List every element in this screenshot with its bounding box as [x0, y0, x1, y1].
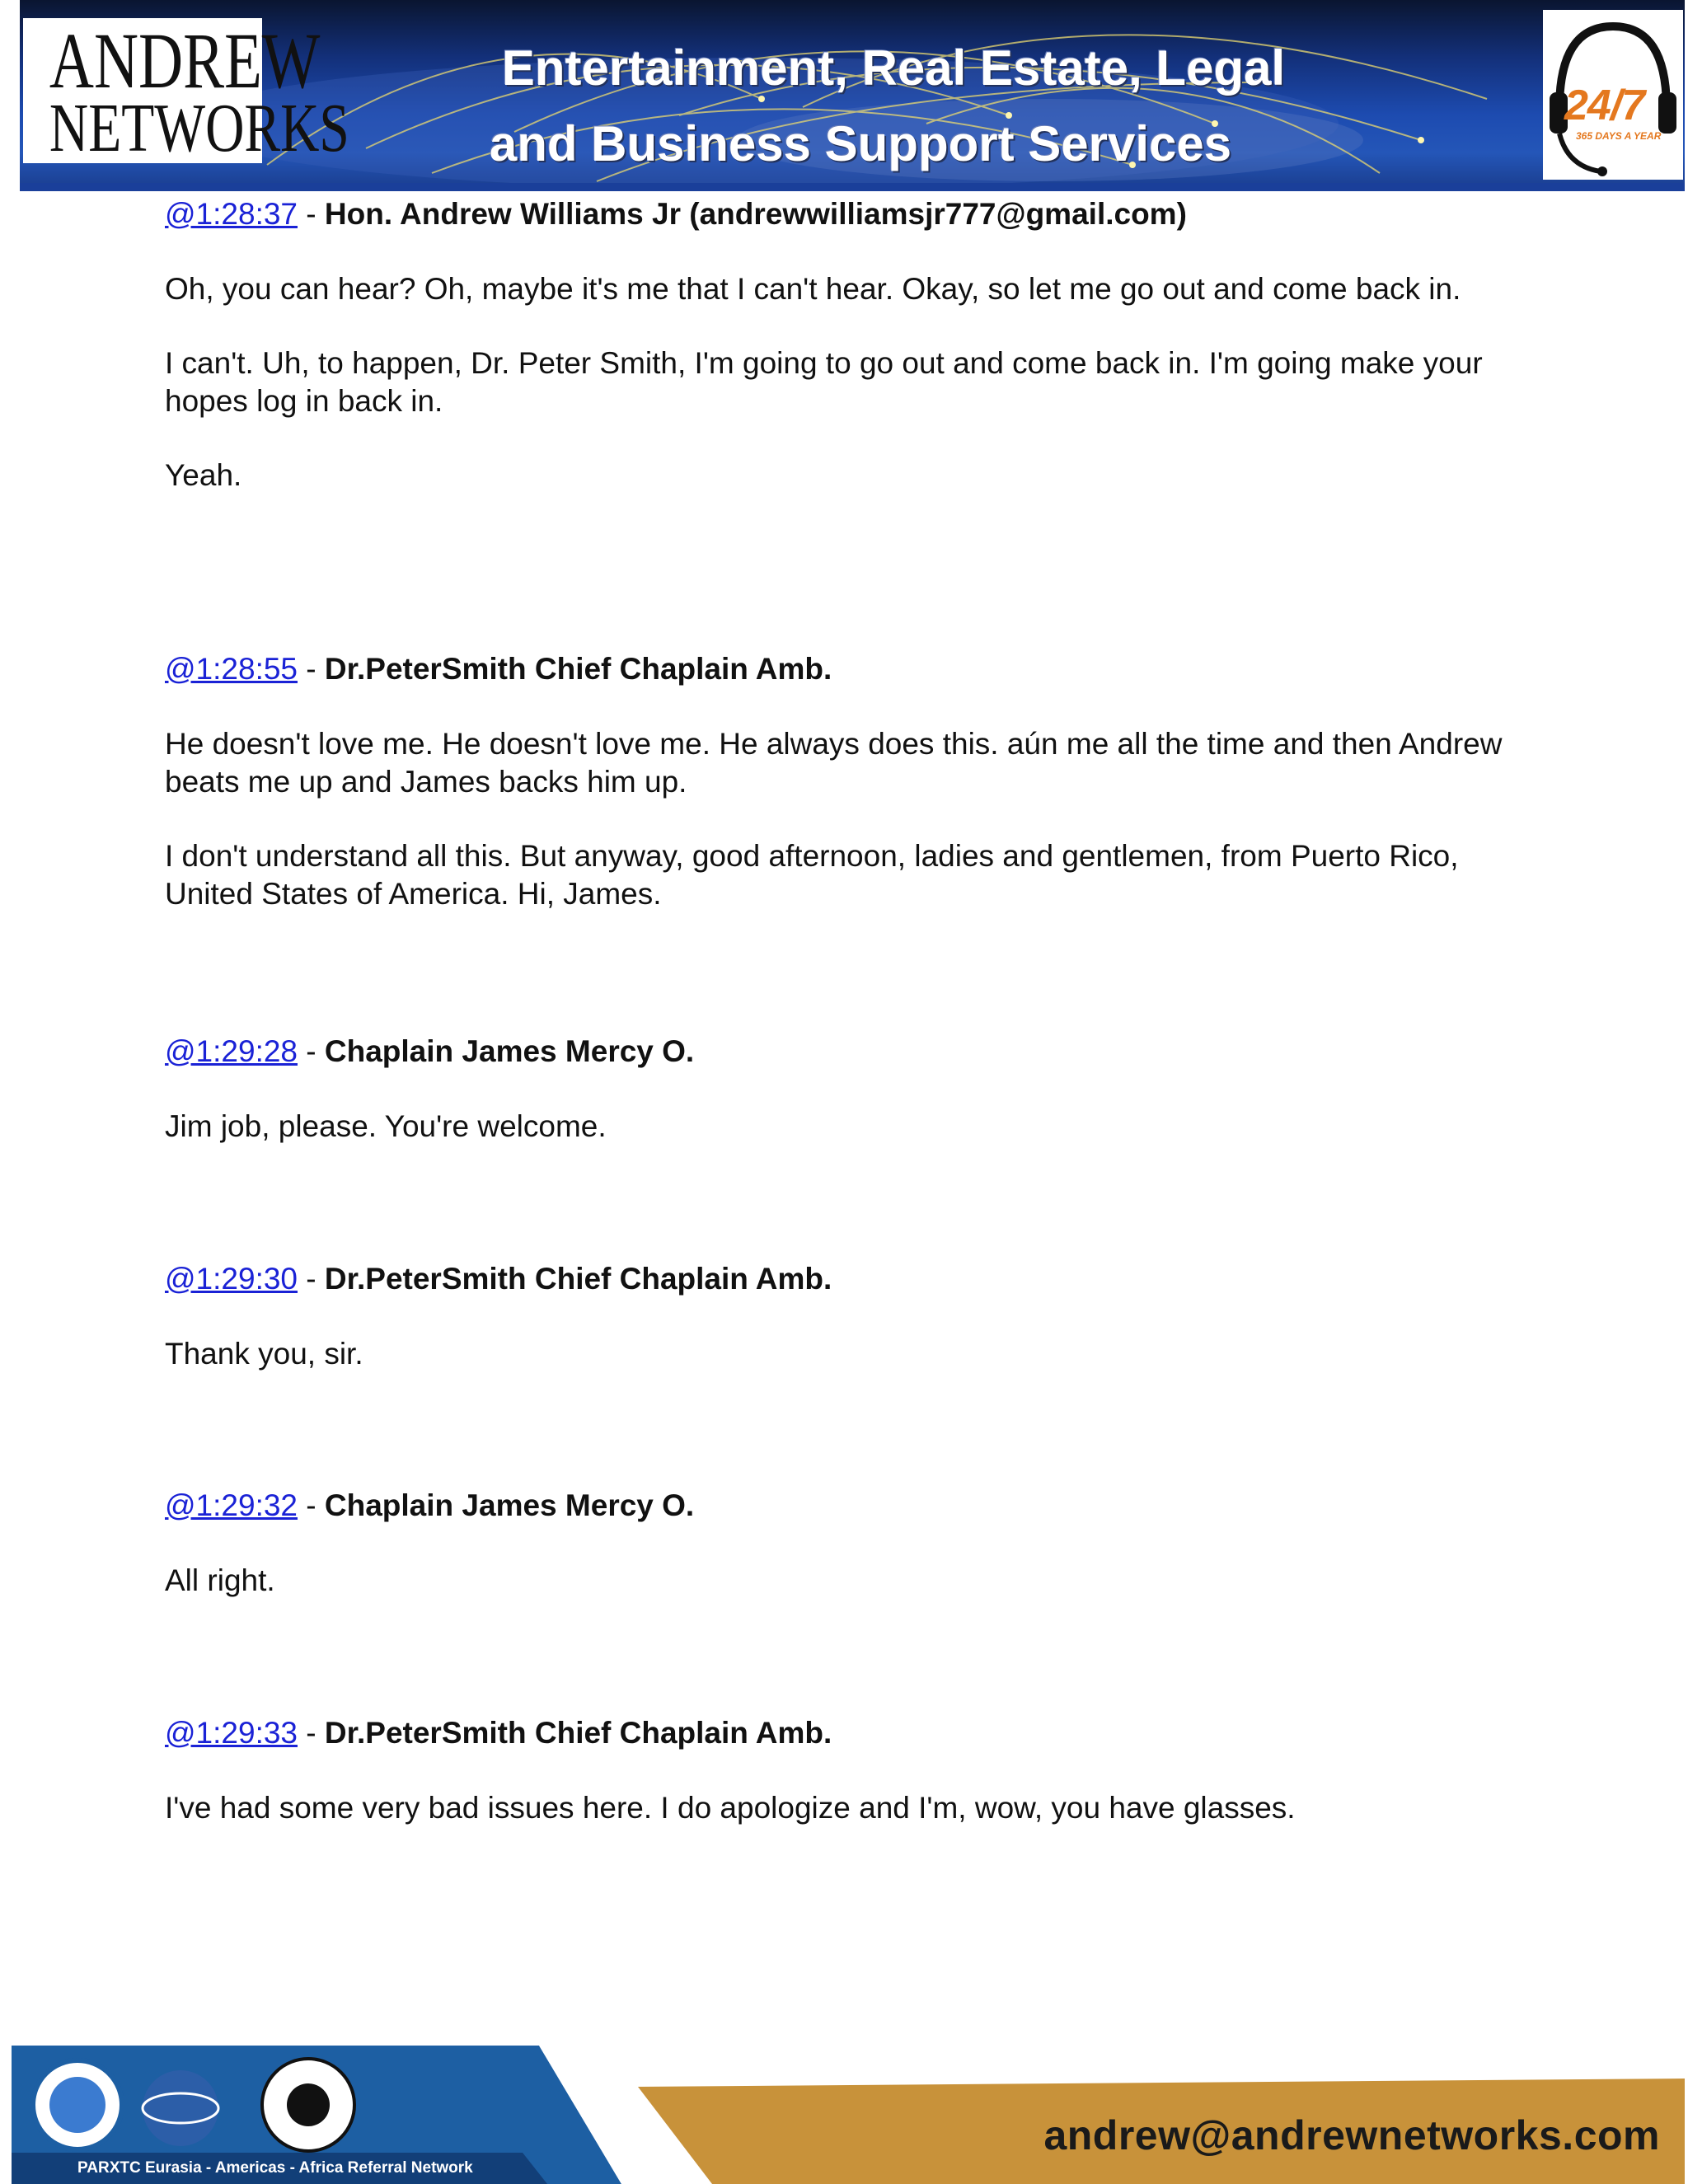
speaker-name: Chaplain James Mercy O. — [324, 1034, 695, 1068]
entry-header — [165, 649, 1550, 689]
speaker-name: Dr.PeterSmith Chief Chaplain Amb. — [324, 1716, 832, 1750]
utterance-paragraph: I've had some very bad issues here. I do apologize and I'm, wow, you have glasses. — [165, 1791, 1296, 1825]
utterance-paragraph: Jim job, please. You're welcome. — [165, 1109, 607, 1143]
transcript-entry — [165, 1713, 1550, 1827]
footer-caption: PARXTC Eurasia - Americas - Africa Referral Network — [77, 2159, 473, 2177]
support-24-7-badge — [1543, 10, 1683, 180]
footer-banner — [12, 2046, 1685, 2184]
footer-email: andrew@andrewnetworks.com — [1043, 2112, 1660, 2158]
separator: - — [298, 1488, 325, 1522]
separator: - — [298, 652, 325, 686]
transcript-entry — [165, 1259, 1550, 1373]
entry-header — [165, 194, 1550, 234]
separator: - — [298, 1262, 325, 1296]
speaker-name: Chaplain James Mercy O. — [324, 1488, 695, 1522]
transcript-entry — [165, 1486, 1550, 1600]
separator: - — [298, 1034, 325, 1068]
transcript-entry — [165, 194, 1550, 494]
utterance-paragraph: Thank you, sir. — [165, 1337, 363, 1371]
utterance-paragraph: Yeah. — [165, 458, 242, 492]
support-badge-subtext: 365 DAYS A YEAR — [1576, 130, 1662, 142]
entry-header — [165, 1259, 1550, 1299]
timestamp-link[interactable]: @1:28:55 — [165, 652, 298, 686]
utterance-paragraph: He doesn't love me. He doesn't love me. He always does this. aún me all the time and then Andrew beats me up and James backs him up. — [165, 727, 1503, 799]
speaker-name: Hon. Andrew Williams Jr (andrewwilliamsjr777@gmail.com) — [324, 197, 1187, 231]
utterance-paragraph: I don't understand all this. But anyway, good afternoon, ladies and gentlemen, from Puerto Rico, United States of America. Hi, James. — [165, 839, 1459, 911]
entry-header — [165, 1713, 1550, 1753]
entry-header — [165, 1032, 1550, 1071]
entry-header — [165, 1486, 1550, 1526]
transcript-entry — [165, 1032, 1550, 1146]
separator: - — [298, 197, 325, 231]
utterance-paragraph: Oh, you can hear? Oh, maybe it's me that I can't hear. Okay, so let me go out and come back in. — [165, 272, 1461, 306]
timestamp-link[interactable]: @1:29:32 — [165, 1488, 298, 1522]
banner-title-line-2: and Business Support Services — [489, 116, 1232, 171]
transcript-entry — [165, 649, 1550, 913]
utterance-paragraph: All right. — [165, 1563, 275, 1597]
support-badge-text: 24/7 — [1564, 82, 1645, 129]
timestamp-link[interactable]: @1:29:30 — [165, 1262, 298, 1296]
timestamp-link[interactable]: @1:29:33 — [165, 1716, 298, 1750]
logo-line-1: ANDREW — [49, 16, 321, 105]
header-bottom-stripe — [20, 183, 1685, 191]
andrew-networks-logo — [23, 16, 349, 166]
utterance-paragraph: I can't. Uh, to happen, Dr. Peter Smith, I'm going to go out and come back in. I'm going make your hopes log in back in. — [165, 346, 1483, 418]
timestamp-link[interactable]: @1:29:28 — [165, 1034, 298, 1068]
banner-title-line-1: Entertainment, Real Estate, Legal — [501, 40, 1286, 96]
header-banner — [20, 0, 1685, 191]
logo-line-2: NETWORKS — [49, 90, 349, 166]
separator: - — [298, 1716, 325, 1750]
speaker-name: Dr.PeterSmith Chief Chaplain Amb. — [324, 652, 832, 686]
speaker-name: Dr.PeterSmith Chief Chaplain Amb. — [324, 1262, 832, 1296]
partner-logos — [28, 2054, 457, 2158]
timestamp-link[interactable]: @1:28:37 — [165, 197, 298, 231]
